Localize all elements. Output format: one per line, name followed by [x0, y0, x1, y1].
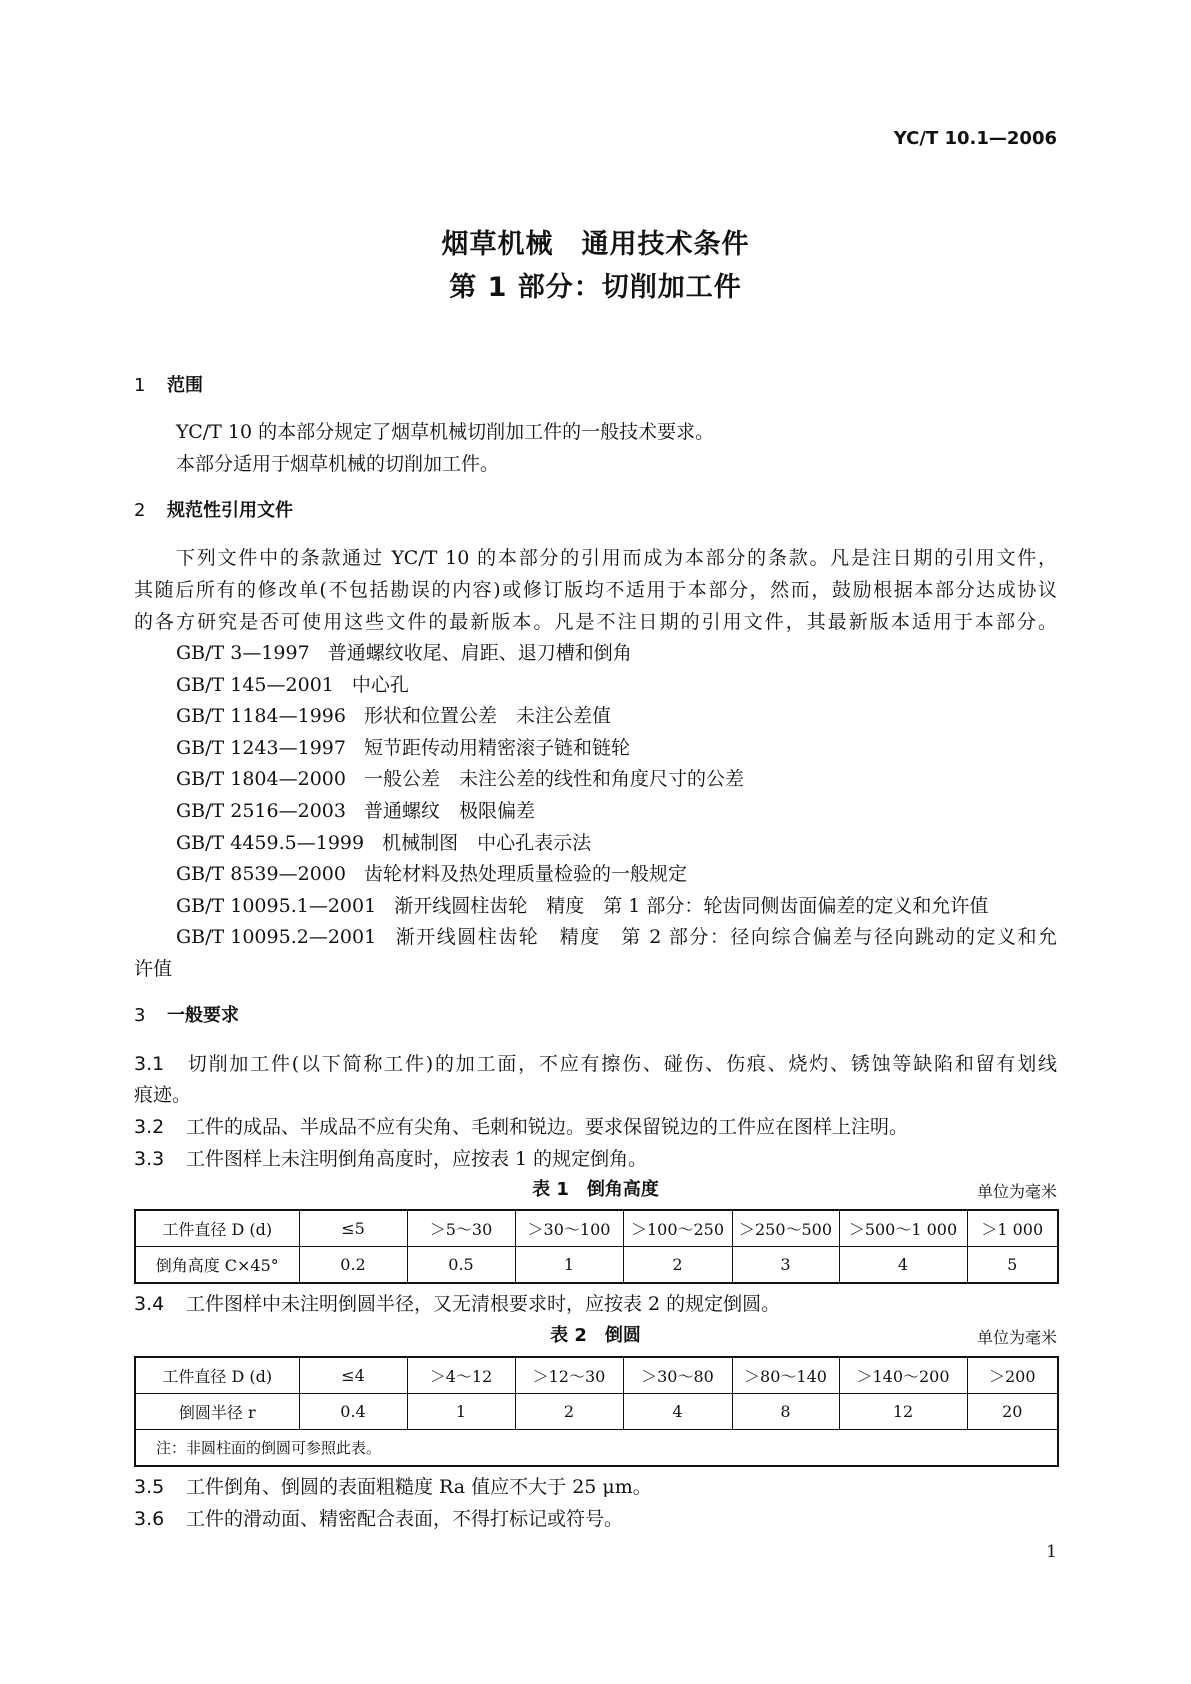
table-1 — [134, 1209, 1059, 1284]
table-cell: ＞500～1 000 — [839, 1210, 967, 1247]
paragraph: YC/T 10 的本部分规定了烟草机械切削加工件的一般技术要求。 — [176, 421, 715, 443]
reference-code: GB/T 10095.2—2001 — [176, 926, 377, 949]
table-cell: ＞250～500 — [732, 1210, 839, 1247]
table-cell: 4 — [623, 1394, 732, 1430]
clause-3-2: 3.2 工件的成品、半成品不应有尖角、毛刺和锐边。要求保留锐边的工件应在图样上注明。 — [134, 1116, 909, 1138]
table-cell: 3 — [732, 1247, 839, 1284]
reference-code: GB/T 145—2001 — [176, 673, 334, 696]
row-header-cell: 工件直径 D (d) — [135, 1357, 299, 1394]
reference-item — [176, 704, 611, 728]
reference-code: GB/T 3—1997 — [176, 642, 310, 664]
table-cell: ＞140～200 — [839, 1357, 967, 1394]
table-cell: 8 — [732, 1394, 839, 1430]
reference-title: 普通螺纹收尾、肩距、退刀槽和倒角 — [327, 642, 632, 664]
reference-item — [176, 894, 988, 918]
section-heading-1: 1 范围 — [134, 375, 203, 396]
table-note-row — [135, 1430, 1058, 1467]
reference-code: GB/T 8539—2000 — [176, 863, 346, 886]
document-subtitle: 第 1 部分：切削加工件 — [449, 272, 742, 303]
table-cell: ＞12～30 — [515, 1357, 623, 1394]
page-number: 1 — [1046, 1542, 1057, 1562]
reference-title: 渐开线圆柱齿轮 精度 第 1 部分：轮齿同侧齿面偏差的定义和允许值 — [394, 894, 989, 917]
clause-3-3: 3.3 工件图样上未注明倒角高度时，应按表 1 的规定倒角。 — [134, 1148, 648, 1170]
reference-title: 机械制图 中心孔表示法 — [382, 831, 592, 854]
table-cell: ＞1 000 — [967, 1210, 1058, 1247]
reference-title: 渐开线圆柱齿轮 精度 第 2 部分：径向综合偏差与径向跳动的定义和允 — [394, 926, 1057, 949]
reference-code: GB/T 1804—2000 — [176, 768, 346, 791]
paragraph-line: 的各方研究是否可使用这些文件的最新版本。凡是不注日期的引用文件，其最新版本适用于本部分。 — [134, 611, 1057, 633]
clause-3-5: 3.5 工件倒角、倒圆的表面粗糙度 Ra 值应不大于 25 μm。 — [134, 1476, 652, 1498]
table-cell: ＞4～12 — [407, 1357, 515, 1394]
reference-item — [176, 673, 409, 697]
reference-title: 齿轮材料及热处理质量检验的一般规定 — [363, 863, 687, 886]
reference-code: GB/T 10095.1—2001 — [176, 894, 377, 917]
row-header-cell: 倒圆半径 r — [135, 1394, 299, 1430]
table-2 — [134, 1356, 1059, 1467]
table-row — [135, 1210, 1058, 1247]
table-cell: 0.5 — [407, 1247, 515, 1284]
table-cell: ≤4 — [299, 1357, 407, 1394]
section-heading-3: 3 一般要求 — [134, 1005, 239, 1026]
paragraph-line: 下列文件中的条款通过 YC/T 10 的本部分的引用而成为本部分的条款。凡是注日期的引用文件， — [176, 547, 1057, 569]
table-cell: 2 — [515, 1394, 623, 1430]
table-row — [135, 1247, 1058, 1284]
reference-title: 中心孔 — [351, 673, 409, 696]
paragraph-line: 其随后所有的修改单(不包括勘误的内容)或修订版均不适用于本部分，然而，鼓励根据本部分达成协议 — [134, 579, 1057, 601]
section-heading-2: 2 规范性引用文件 — [134, 500, 293, 521]
table-cell: ＞200 — [967, 1357, 1058, 1394]
paragraph: 本部分适用于烟草机械的切削加工件。 — [176, 453, 500, 475]
table-cell: ＞80～140 — [732, 1357, 839, 1394]
table-note: 注：非圆柱面的倒圆可参照此表。 — [135, 1430, 1058, 1467]
reference-item — [176, 831, 591, 855]
reference-title: 一般公差 未注公差的线性和角度尺寸的公差 — [363, 768, 744, 791]
standard-code: YC/T 10.1—2006 — [893, 128, 1057, 149]
reference-item — [176, 799, 535, 823]
table-cell: 2 — [623, 1247, 732, 1284]
clause-3-6: 3.6 工件的滑动面、精密配合表面，不得打标记或符号。 — [134, 1508, 624, 1530]
table-cell: 12 — [839, 1394, 967, 1430]
table-cell: 1 — [515, 1247, 623, 1284]
row-header-cell: 倒角高度 C×45° — [135, 1247, 299, 1284]
reference-item — [176, 925, 1057, 949]
reference-code: GB/T 4459.5—1999 — [176, 831, 365, 854]
table-row — [135, 1394, 1058, 1430]
row-header-cell: 工件直径 D (d) — [135, 1210, 299, 1247]
table-cell: 5 — [967, 1247, 1058, 1284]
reference-title: 普通螺纹 极限偏差 — [363, 800, 535, 822]
table-row — [135, 1357, 1058, 1394]
table-cell: 20 — [967, 1394, 1058, 1430]
clause-3-1: 3.1 切削加工件(以下简称工件)的加工面，不应有擦伤、碰伤、伤痕、烧灼、锈蚀等缺陷和留有划线 — [134, 1053, 1057, 1075]
table-cell: ＞100～250 — [623, 1210, 732, 1247]
reference-item — [176, 641, 632, 665]
table-2-unit: 单位为毫米 — [976, 1328, 1057, 1347]
reference-item — [176, 862, 687, 886]
reference-title-cont: 许值 — [134, 958, 173, 980]
clause-3-4: 3.4 工件图样中未注明倒圆半径，又无清根要求时，应按表 2 的规定倒圆。 — [134, 1293, 781, 1315]
reference-code: GB/T 1184—1996 — [176, 705, 346, 728]
reference-item — [176, 736, 630, 760]
table-1-unit: 单位为毫米 — [976, 1182, 1057, 1201]
table-cell: ≤5 — [299, 1210, 407, 1247]
table-cell: 0.4 — [299, 1394, 407, 1430]
reference-title: 短节距传动用精密滚子链和链轮 — [363, 736, 630, 759]
table-cell: 0.2 — [299, 1247, 407, 1284]
clause-3-1-cont: 痕迹。 — [134, 1084, 192, 1106]
table-cell: 1 — [407, 1394, 515, 1430]
table-cell: ＞5～30 — [407, 1210, 515, 1247]
table-1-caption: 表 1 倒角高度 — [532, 1179, 659, 1200]
table-cell: 4 — [839, 1247, 967, 1284]
document-title: 烟草机械 通用技术条件 — [441, 229, 750, 260]
table-cell: ＞30～80 — [623, 1357, 732, 1394]
reference-code: GB/T 2516—2003 — [176, 800, 346, 822]
reference-title: 形状和位置公差 未注公差值 — [363, 705, 611, 728]
reference-item — [176, 767, 744, 791]
reference-code: GB/T 1243—1997 — [176, 736, 346, 759]
table-cell: ＞30～100 — [515, 1210, 623, 1247]
table-2-caption: 表 2 倒圆 — [550, 1325, 641, 1346]
